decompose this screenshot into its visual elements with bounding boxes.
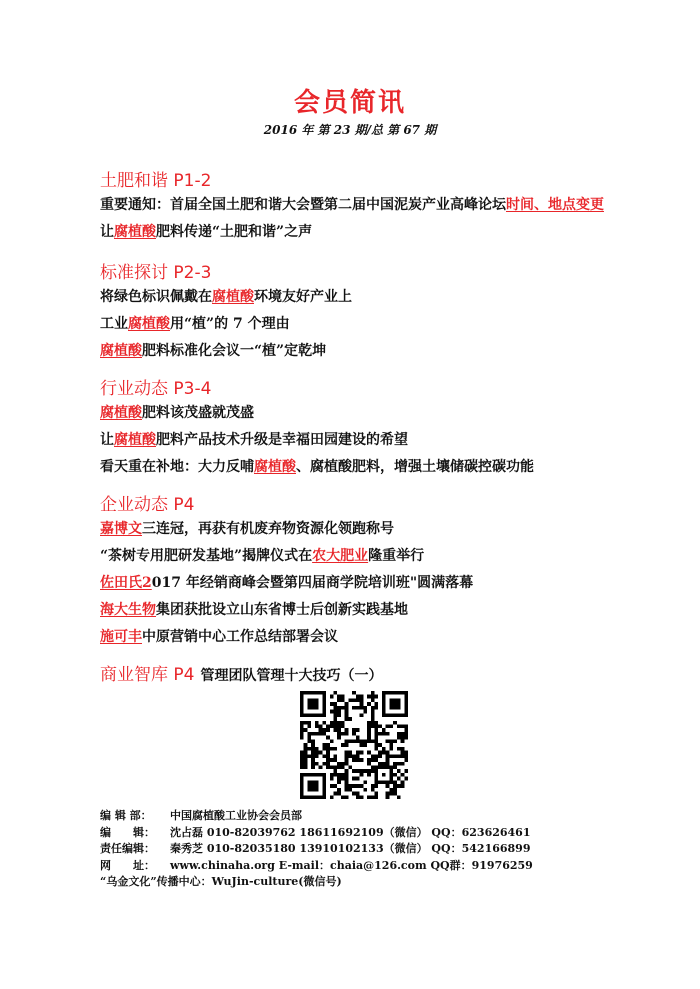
item-highlight: 腐植酸 [212,289,254,305]
page-title: 会员简讯 [293,88,406,118]
item-highlight: 海大生物 [100,602,156,618]
footer-value: “乌金文化”传播中心：WuJin-culture(微信号) [100,875,342,888]
list-item[interactable] [100,313,290,333]
footer-label: 编 辑： [100,825,155,839]
item-text: 让 [100,224,114,240]
list-item[interactable] [100,402,254,422]
list-item[interactable] [100,456,534,476]
footer-value: 秦秀芝 010-82035180 13910102133（微信） QQ：542166899 [170,842,531,855]
library-article-link[interactable]: 管理团队管理十大技巧（一） [200,668,383,684]
list-item[interactable] [100,286,352,306]
item-highlight: 腐植酸 [254,459,296,475]
list-item[interactable] [100,340,326,360]
item-highlight: 农大肥业 [312,548,369,564]
editorial-info [100,808,533,891]
list-item[interactable] [100,429,408,449]
item-text: “茶树专用肥研发基地”揭牌仪式在 [100,548,313,564]
list-item[interactable] [100,599,408,619]
item-text: 将绿色标识佩戴在 [100,289,212,305]
item-text: 环境友好产业上 [254,289,352,305]
list-item[interactable] [100,626,338,646]
footer-row [100,874,533,891]
item-highlight: 嘉博文 [100,521,142,537]
issue-subtitle: 2016 年 第 23 期/总 第 67 期 [263,123,437,137]
footer-value: 中国腐植酸工业协会会员部 [170,809,302,822]
list-item[interactable] [100,545,424,565]
item-highlight: 施可丰 [100,629,142,645]
item-highlight: 腐植酸 [128,316,170,332]
item-text: 用“植”的 7 个理由 [170,316,290,332]
section-heading-business-library [100,660,382,685]
item-text: 重要通知：首届全国土肥和谐大会暨第二届中国泥炭产业高峰论坛 [100,197,506,213]
section-heading-standards: 标准探讨 P2-3 [100,263,212,283]
item-text: 肥料产品技术升级是幸福田园建设的希望 [156,432,408,448]
item-text: 三连冠，再获有机废弃物资源化领跑称号 [142,521,394,537]
item-text: 看天重在补地：大力反哺 [100,459,254,475]
footer-label: 编 辑 部： [100,809,152,822]
section-heading-industry-news: 行业动态 P3-4 [100,379,212,399]
list-item[interactable] [100,572,473,592]
footer-row [100,808,533,825]
item-text: 、腐植酸肥料，增强土壤储碳控碳功能 [296,459,534,475]
item-highlight: 时间、地点变更 [506,197,604,213]
item-highlight: 佐田氏2 [100,575,152,591]
list-item[interactable] [100,194,604,214]
item-text: 工业 [100,316,128,332]
item-text: 集团获批设立山东省博士后创新实践基地 [156,602,408,618]
item-text: 017 年经销商峰会暨第四届商学院培训班"圆满落幕 [151,575,474,591]
footer-label: 网 址： [100,858,155,872]
footer-row [100,825,533,842]
item-text: 中原营销中心工作总结部署会议 [142,629,338,645]
footer-row [100,858,533,875]
section-heading-enterprise-news: 企业动态 P4 [100,495,195,515]
item-text: 肥料传递“土肥和谐”之声 [156,224,313,240]
library-heading-text: 商业智库 P4 [100,665,195,685]
item-text: 让 [100,432,114,448]
section-heading-soil-fertilizer: 土肥和谐 P1-2 [100,171,212,191]
item-highlight: 腐植酸 [100,405,142,421]
item-text: 隆重举行 [368,548,425,564]
item-highlight: 腐植酸 [100,343,142,359]
item-highlight: 腐植酸 [114,432,156,448]
footer-value: www.chinaha.org E-mail：chaia@126.com QQ群：91976259 [170,858,533,872]
footer-value: 沈占磊 010-82039762 18611692109（微信） QQ：623626461 [170,825,531,839]
qr-code [300,691,408,799]
list-item[interactable] [100,221,312,241]
footer-label: 责任编辑： [100,842,155,855]
footer-row [100,841,533,858]
item-text: 肥料该茂盛就茂盛 [142,405,254,421]
list-item[interactable] [100,518,394,538]
item-text: 肥料标准化会议一“植”定乾坤 [142,343,327,359]
item-highlight: 腐植酸 [114,224,156,240]
